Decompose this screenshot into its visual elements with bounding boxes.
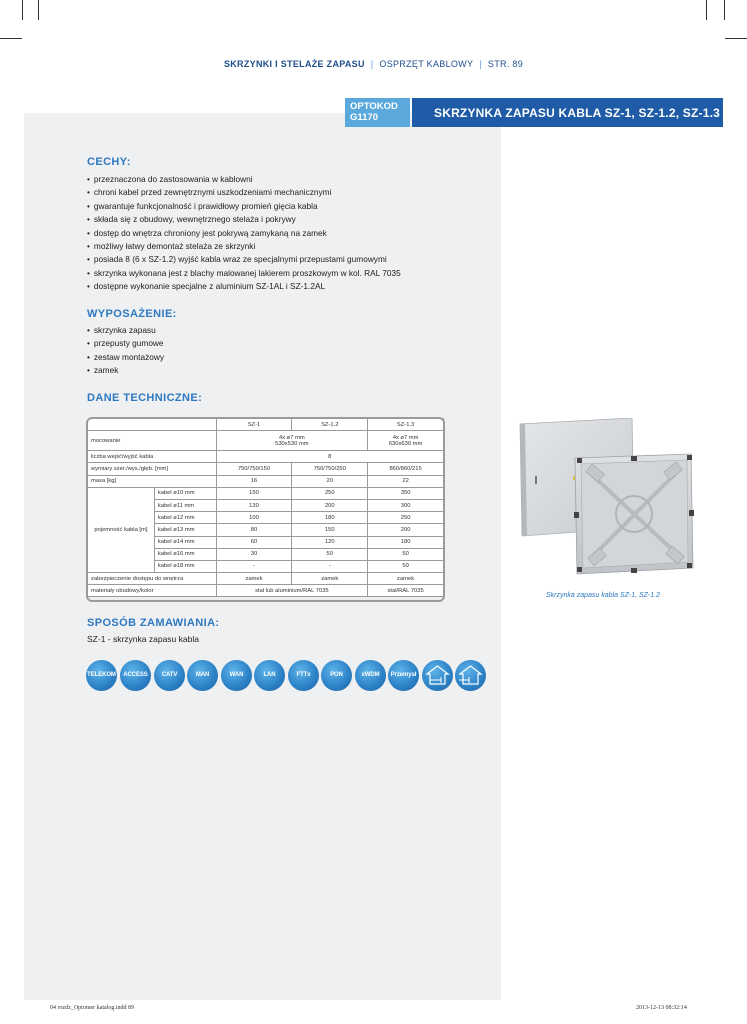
table-cell: 200 <box>292 499 368 511</box>
table-row <box>88 475 444 487</box>
cell-line: 530x530 mm <box>275 440 309 447</box>
table-row <box>88 487 444 499</box>
row-label: masa [kg] <box>88 475 217 487</box>
table-cell: 20 <box>292 475 368 487</box>
table-cell: 16 <box>216 475 292 487</box>
table-cell: 8 <box>216 451 443 463</box>
table-cell: 80 <box>216 524 292 536</box>
table-cell: - <box>292 560 368 572</box>
badge-catv: CATV <box>154 660 185 691</box>
row-label: liczba wejść/wyjść kabla <box>88 451 217 463</box>
equipment-heading: WYPOSAŻENIE: <box>87 308 177 320</box>
row-sublabel: kabel ø16 mm <box>154 548 216 560</box>
list-item: • przeznaczona do zastosowania w kablowni <box>87 173 401 186</box>
table-cell: 60 <box>216 536 292 548</box>
cell-line: 4x ø7 mm <box>278 434 305 441</box>
row-sublabel: kabel ø18 mm <box>154 560 216 572</box>
footer-file: 04 rozdz_Optomer katalog.indd 89 <box>50 1005 134 1011</box>
row-label: materiały obudowy/kolor <box>88 585 217 597</box>
col-header: SZ-1.2 <box>292 419 368 431</box>
row-sublabel: kabel ø14 mm <box>154 536 216 548</box>
table-cell: 250 <box>292 487 368 499</box>
equipment-list <box>87 324 164 378</box>
page-title: SKRZYNKA ZAPASU KABLA SZ-1, SZ-1.2, SZ-1.3 <box>412 98 723 127</box>
badge-fttx: FTTx <box>288 660 319 691</box>
badge-telekom: TELEKOM <box>86 660 117 691</box>
header-separator: | <box>479 59 482 69</box>
row-label: pojemność kabla [m] <box>88 487 155 572</box>
tech-heading: DANE TECHNICZNE: <box>87 392 203 404</box>
list-item: • zestaw montażowy <box>87 351 164 364</box>
table-cell: 150 <box>292 524 368 536</box>
outdoor-building-icon <box>455 660 486 691</box>
product-code-box <box>345 98 410 127</box>
row-sublabel: kabel ø13 mm <box>154 524 216 536</box>
footer-timestamp: 2013-12-13 08:32:14 <box>636 1005 687 1011</box>
list-item: • posiada 8 (6 x SZ-1.2) wyjść kabla wraz ze specjalnymi przepustami gumowymi <box>87 253 401 266</box>
table-cell: 180 <box>368 536 444 548</box>
table-row <box>88 431 444 451</box>
table-row <box>88 463 444 475</box>
crop-mark <box>38 0 39 20</box>
table-cell: 180 <box>292 512 368 524</box>
crop-mark <box>22 0 23 20</box>
badge-xwdm: xWDM <box>355 660 386 691</box>
list-item: • składa się z obudowy, wewnętrznego stelaża i pokrywy <box>87 213 401 226</box>
list-item: • przepusty gumowe <box>87 337 164 350</box>
table-cell: 50 <box>368 560 444 572</box>
table-cell: 250 <box>368 512 444 524</box>
header-page-number: STR. 89 <box>487 59 524 69</box>
list-item: • skrzynka zapasu <box>87 324 164 337</box>
table-cell: 50 <box>368 548 444 560</box>
photo-caption: Skrzynka zapasu kabla SZ-1, SZ-1.2 <box>546 592 660 599</box>
row-sublabel: kabel ø11 mm <box>154 499 216 511</box>
badge-wan: WAN <box>221 660 252 691</box>
table-cell: 22 <box>368 475 444 487</box>
crop-mark <box>706 0 707 20</box>
crop-mark <box>0 38 22 39</box>
table-cell: 150 <box>216 487 292 499</box>
table-cell <box>216 431 368 451</box>
badge-lan: LAN <box>254 660 285 691</box>
badge-przemysl: Przemysł <box>388 660 419 691</box>
list-item: • gwarantuje funkcjonalność i prawidłowy promień gięcia kabla <box>87 200 401 213</box>
crop-mark <box>725 38 747 39</box>
list-item: • chroni kabel przed zewnętrznymi uszkodzeniami mechanicznymi <box>87 186 401 199</box>
table-row <box>88 573 444 585</box>
list-item: • dostępne wykonanie specjalne z aluminium SZ-1AL i SZ-1.2AL <box>87 280 401 293</box>
row-label: wymiary szer./wys./głęb. [mm] <box>88 463 217 475</box>
table-cell: 130 <box>216 499 292 511</box>
list-item: • zamek <box>87 364 164 377</box>
table-cell: 50 <box>292 548 368 560</box>
tech-table <box>87 418 444 597</box>
crop-mark <box>724 0 725 20</box>
table-cell: stal lub aluminium/RAL 7035 <box>216 585 368 597</box>
table-cell: 750/750/150 <box>216 463 292 475</box>
table-cell: 350 <box>368 487 444 499</box>
row-sublabel: kabel ø12 mm <box>154 512 216 524</box>
code-label: OPTOKOD <box>350 101 398 112</box>
features-list <box>87 173 401 294</box>
badge-access: ACCESS <box>120 660 151 691</box>
table-cell: 100 <box>216 512 292 524</box>
table-cell: 200 <box>368 524 444 536</box>
features-heading: CECHY: <box>87 156 131 168</box>
row-label: zabezpieczenie dostępu do wnętrza <box>88 573 217 585</box>
product-photo <box>517 418 695 578</box>
table-cell: 30 <box>216 548 292 560</box>
table-cell: zamek <box>292 573 368 585</box>
list-item: • skrzynka wykonana jest z blachy malowanej lakierem proszkowym w kol. RAL 7035 <box>87 267 401 280</box>
col-header: SZ-1 <box>216 419 292 431</box>
ordering-heading: SPOSÓB ZAMAWIANIA: <box>87 617 220 629</box>
table-cell: 300 <box>368 499 444 511</box>
list-item: • dostęp do wnętrza chroniony jest pokrywą zamykaną na zamek <box>87 227 401 240</box>
list-item: • możliwy łatwy demontaż stelaża ze skrzynki <box>87 240 401 253</box>
table-cell: 120 <box>292 536 368 548</box>
row-sublabel: kabel ø10 mm <box>154 487 216 499</box>
table-cell: stal/RAL 7035 <box>368 585 444 597</box>
code-value: G1170 <box>350 112 378 123</box>
running-header <box>0 59 747 69</box>
cell-line: 630x630 mm <box>388 440 423 447</box>
table-cell: zamek <box>368 573 444 585</box>
ordering-text: SZ-1 - skrzynka zapasu kabla <box>87 634 199 644</box>
header-separator: | <box>370 59 374 69</box>
table-row <box>88 451 444 463</box>
row-label: mocowanie <box>88 431 217 451</box>
table-cell: 860/860/215 <box>368 463 444 475</box>
table-row <box>88 585 444 597</box>
table-cell: 750/750/250 <box>292 463 368 475</box>
col-header: SZ-1.3 <box>368 419 444 431</box>
table-cell: zamek <box>216 573 292 585</box>
table-cell <box>368 431 444 451</box>
badge-man: MAN <box>187 660 218 691</box>
table-cell: - <box>216 560 292 572</box>
header-section: SKRZYNKI I STELAŻE ZAPASU <box>223 59 365 69</box>
cell-line: 4x ø7 mm <box>392 434 419 441</box>
table-row <box>88 419 444 431</box>
badge-pon: PON <box>321 660 352 691</box>
indoor-building-icon <box>422 660 453 691</box>
header-subsection: OSPRZĘT KABLOWY <box>379 59 474 69</box>
